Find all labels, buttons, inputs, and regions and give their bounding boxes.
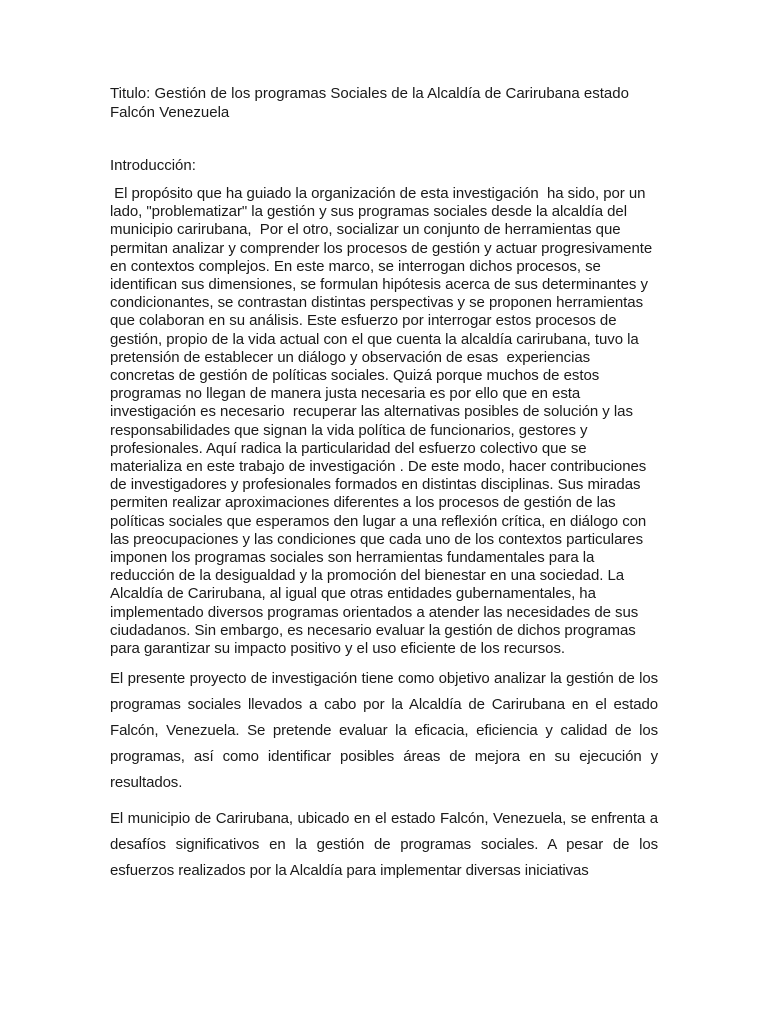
- paragraph-objective: El presente proyecto de investigación tiene como objetivo analizar la gestión de los programas sociales llevados a cabo por la Alcaldía de Carirubana en el estado Falcón, Venezuela. Se pretende evaluar la eficacia, eficiencia y calidad de los programas, así como identificar posibles áreas de mejora en su ejecución y resultados.: [110, 670, 658, 792]
- document-page: [110, 84, 658, 884]
- document-title: Titulo: Gestión de los programas Sociales de la Alcaldía de Carirubana estado Falcón Venezuela: [110, 85, 629, 121]
- paragraph-introduction: El propósito que ha guiado la organización de esta investigación ha sido, por un lado, "problematizar" la gestión y sus programas sociales desde la alcaldía del municipio carirubana, Por el otro, socializar un conjunto de herramientas que permitan analizar y comprender los procesos de gestión y actuar progresivamente en contextos complejos. En este marco, se interrogan dichos procesos, se identifican sus dimensiones, se formulan hipótesis acerca de sus determinantes y condicionantes, se contrastan distintas perspectivas y se proponen herramientas que colaboran en su análisis. Este esfuerzo por interrogar estos procesos de gestión, propio de la vida actual con el que cuenta la alcaldía carirubana, tuvo la pretensión de establecer un diálogo y observación de esas experiencias concretas de gestión de políticas sociales. Quizá porque muchos de estos programas no llegan de manera justa necesaria es por ello que en esta investigación es necesario recuperar las alternativas posibles de solución y las responsabilidades que signan la vida política de funcionarios, gestores y profesionales. Aquí radica la particularidad del esfuerzo colectivo que se materializa en este trabajo de investigación . De este modo, hacer contribuciones de investigadores y profesionales formados en distintas disciplinas. Sus miradas permiten realizar aproximaciones diferentes a los procesos de gestión de las políticas sociales que esperamos den lugar a una reflexión crítica, en diálogo con las preocupaciones y las condiciones que cada uno de los contextos particulares imponen los programas sociales son herramientas fundamentales para la reducción de la desigualdad y la promoción del bienestar en una sociedad. La Alcaldía de Carirubana, al igual que otras entidades gubernamentales, ha implementado diversos programas orientados a atender las necesidades de sus ciudadanos. Sin embargo, es necesario evaluar la gestión de dichos programas para garantizar su impacto positivo y el uso eficiente de los recursos.: [110, 185, 657, 658]
- introduction-heading: Introducción:: [110, 157, 196, 174]
- paragraph-context: El municipio de Carirubana, ubicado en el estado Falcón, Venezuela, se enfrenta a desafíos significativos en la gestión de programas sociales. A pesar de los esfuerzos realizados por la Alcaldía para implementar diversas iniciativas: [110, 810, 658, 880]
